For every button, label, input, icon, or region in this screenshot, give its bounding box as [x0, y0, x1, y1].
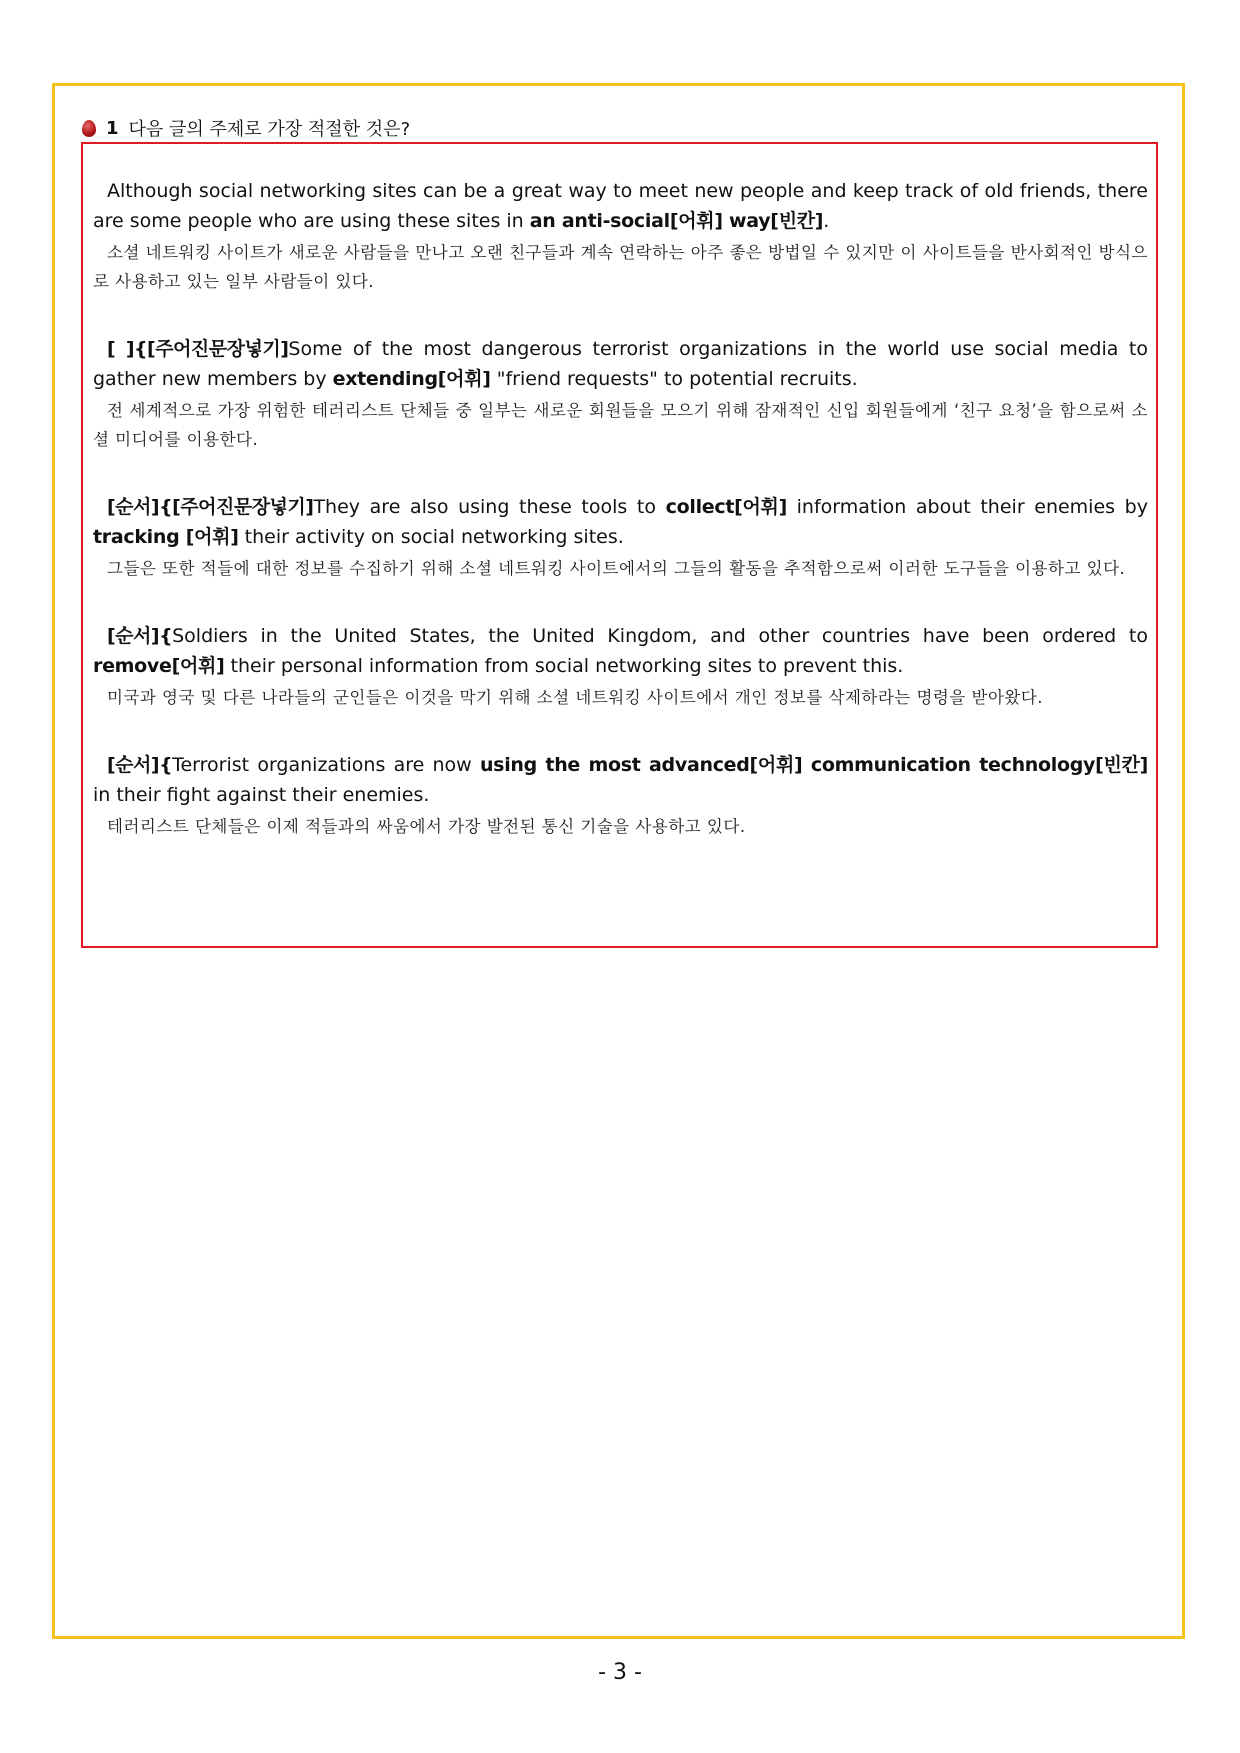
paragraph-5: [93, 750, 1148, 841]
question-header: [82, 113, 410, 143]
bullet-icon: [82, 120, 96, 137]
korean-translation: 전 세계적으로 가장 위험한 테러리스트 단체들 중 일부는 새로운 회원들을 모으기 위해 잠재적인 신입 회원들에게 ‘친구 요청’을 함으로써 소셜 미디어를 이용한다.: [93, 401, 1148, 449]
korean-translation: 테러리스트 단체들은 이제 적들과의 싸움에서 가장 발전된 통신 기술을 사용하고 있다.: [107, 817, 746, 836]
highlighted-phrase: remove[어휘]: [93, 655, 225, 677]
highlighted-phrase: tracking [어휘]: [93, 526, 239, 548]
sentence-text: Soldiers in the United States, the United Kingdom, and other countries have been ordered to: [172, 625, 1148, 647]
english-sentence: [93, 334, 1148, 394]
paragraph-1: [93, 176, 1148, 296]
paragraph-2: [93, 334, 1148, 454]
english-sentence: [93, 176, 1148, 236]
english-sentence: [93, 621, 1148, 681]
page-number: - 3 -: [598, 1660, 642, 1685]
sentence-text: "friend requests" to potential recruits.: [490, 368, 858, 390]
question-type-tag: [순서]{[주어진문장넣기]: [107, 496, 314, 518]
paragraph-4: [93, 621, 1148, 712]
question-type-tag: [ ]{[주어진문장넣기]: [107, 338, 289, 360]
highlighted-phrase: extending[어휘]: [332, 368, 491, 390]
question-type-tag: [순서]{: [107, 625, 173, 647]
sentence-text: their personal information from social networking sites to prevent this.: [224, 655, 904, 677]
question-prompt: 다음 글의 주제로 가장 적절한 것은?: [128, 119, 411, 140]
question-number: 1: [106, 117, 119, 139]
english-sentence: [93, 750, 1148, 810]
passage: [93, 176, 1148, 879]
question-type-tag: [순서]{: [107, 754, 173, 776]
sentence-text: They are also using these tools to: [313, 496, 666, 518]
sentence-text: Although social networking sites can be a great way to meet new people and keep track of old friends, there are some people who are using these sites in: [93, 180, 1148, 232]
sentence-text: their activity on social networking sites.: [238, 526, 624, 548]
korean-translation: 소셜 네트워킹 사이트가 새로운 사람들을 만나고 오랜 친구들과 계속 연락하는 아주 좋은 방법일 수 있지만 이 사이트들을 반사회적인 방식으로 사용하고 있는 일부 사람들이 있다.: [93, 243, 1148, 291]
korean-translation: 그들은 또한 적들에 대한 정보를 수집하기 위해 소셜 네트워킹 사이트에서의 그들의 활동을 추적함으로써 이러한 도구들을 이용하고 있다.: [107, 559, 1126, 578]
highlighted-phrase: using the most advanced[어휘] communication technology[빈칸]: [479, 754, 1148, 776]
paragraph-3: [93, 492, 1148, 583]
highlighted-phrase: an anti-social[어휘] way[빈칸]: [529, 210, 824, 232]
sentence-text: Terrorist organizations are now: [172, 754, 480, 776]
sentence-text: Some of the most dangerous terrorist organizations in the world use social media to gather new members by: [93, 338, 1149, 390]
korean-translation: 미국과 영국 및 다른 나라들의 군인들은 이것을 막기 위해 소셜 네트워킹 사이트에서 개인 정보를 삭제하라는 명령을 받아왔다.: [107, 688, 1044, 707]
highlighted-phrase: collect[어휘]: [665, 496, 787, 518]
english-sentence: [93, 492, 1148, 552]
sentence-text: .: [823, 210, 830, 232]
sentence-text: information about their enemies by: [787, 496, 1148, 518]
sentence-text: in their fight against their enemies.: [93, 784, 430, 806]
